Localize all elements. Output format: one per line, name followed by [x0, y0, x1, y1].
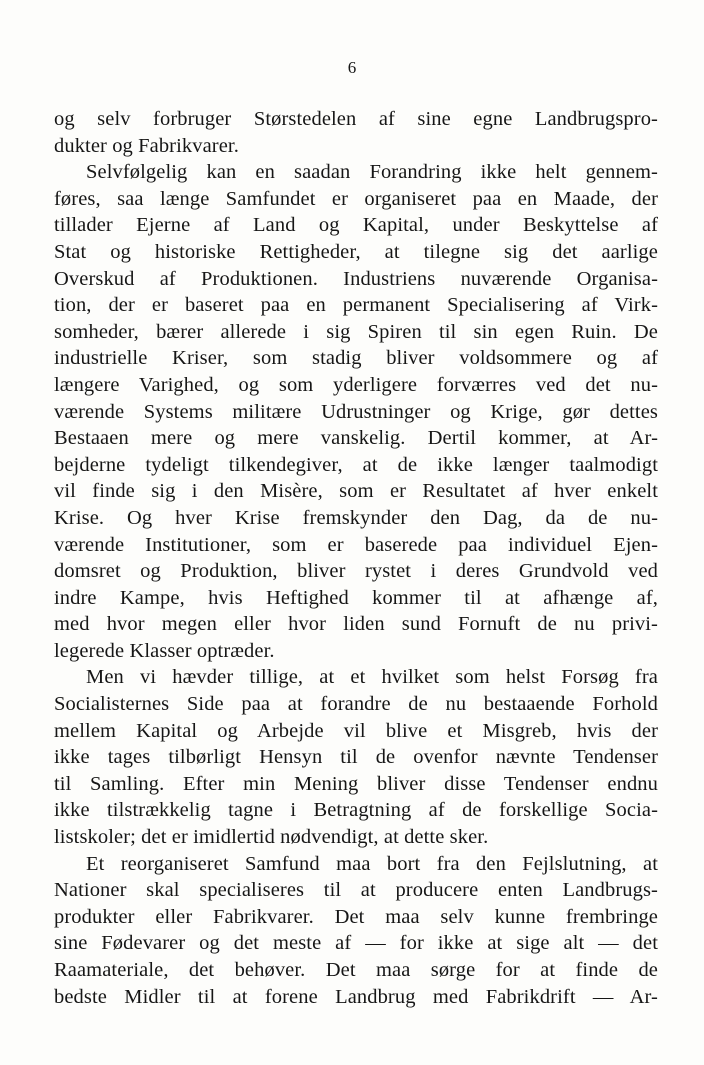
text-line: værende Institutioner, som er baserede paa individuel Ejen- [54, 533, 658, 556]
text-line: Raamateriale, det behøver. Det maa sørge for at finde de [54, 959, 658, 981]
text-line: ikke tilstrækkelig tagne i Betragtning af de forskellige Socia- [54, 799, 658, 822]
text-line: føres, saa længe Samfundet er organiseret paa en Maade, der [54, 187, 658, 210]
text-line: indre Kampe, hvis Heftighed kommer til at afhænge af, [54, 586, 658, 609]
text-line: dukter og Fabrikvarer. [54, 134, 239, 157]
text-line: Et reorganiseret Samfund maa bort fra den Fejlslutning, at [86, 852, 658, 875]
text-line: med hvor megen eller hvor liden sund Fornuft de nu privi- [54, 613, 658, 636]
text-line: somheder, bærer allerede i sig Spiren til sin egen Ruin. De [54, 320, 658, 343]
text-line: ikke tages tilbørligt Hensyn til de ovenfor nævnte Tendenser [54, 746, 658, 769]
body-text [54, 106, 658, 1010]
text-line: bejderne tydeligt tilkendegiver, at de ikke længer taalmodigt [54, 453, 658, 476]
text-line: Krise. Og hver Krise fremskynder den Dag, da de nu- [54, 506, 658, 529]
text-line: Overskud af Produktionen. Industriens nuværende Organisa- [54, 267, 658, 290]
text-line: værende Systems militære Udrustninger og Krige, gør dettes [54, 400, 658, 423]
text-line: Selvfølgelig kan en saadan Forandring ikke helt gennem- [86, 161, 658, 184]
text-line: tion, der er baseret paa en permanent Specialisering af Virk- [54, 294, 658, 317]
text-line: Nationer skal specialiseres til at producere enten Landbrugs- [54, 879, 658, 902]
text-line: Men vi hævder tillige, at et hvilket som helst Forsøg fra [86, 666, 658, 689]
text-line: sine Fødevarer og det meste af — for ikke at sige alt — det [54, 932, 658, 955]
text-line: listskoler; det er imidlertid nødvendigt, at dette sker. [54, 826, 489, 849]
text-line: industrielle Kriser, som stadig bliver voldsommere og af [54, 347, 658, 370]
text-line: tillader Ejerne af Land og Kapital, under Beskyttelse af [54, 214, 658, 237]
text-line: produkter eller Fabrikvarer. Det maa selv kunne frembringe [54, 905, 658, 928]
text-line: og selv forbruger Størstedelen af sine egne Landbrugspro- [54, 108, 658, 130]
text-line: til Samling. Efter min Mening bliver disse Tendenser endnu [54, 772, 658, 795]
text-line: domsret og Produktion, bliver rystet i deres Grundvold ved [54, 560, 658, 583]
text-line: længere Varighed, og som yderligere forværres ved det nu- [54, 373, 658, 396]
text-line: Bestaaen mere og mere vanskelig. Dertil kommer, at Ar- [54, 427, 658, 450]
page-number: 6 [347, 58, 357, 77]
text-line: bedste Midler til at forene Landbrug med Fabrikdrift — Ar- [54, 985, 658, 1008]
text-line: legerede Klasser optræder. [54, 639, 275, 662]
text-line: Socialisternes Side paa at forandre de nu bestaaende Forhold [54, 693, 658, 716]
text-line: Stat og historiske Rettigheder, at tilegne sig det aarlige [54, 240, 658, 263]
text-line: vil finde sig i den Misère, som er Resultatet af hver enkelt [54, 480, 658, 503]
text-line: mellem Kapital og Arbejde vil blive et Misgreb, hvis der [54, 719, 658, 742]
